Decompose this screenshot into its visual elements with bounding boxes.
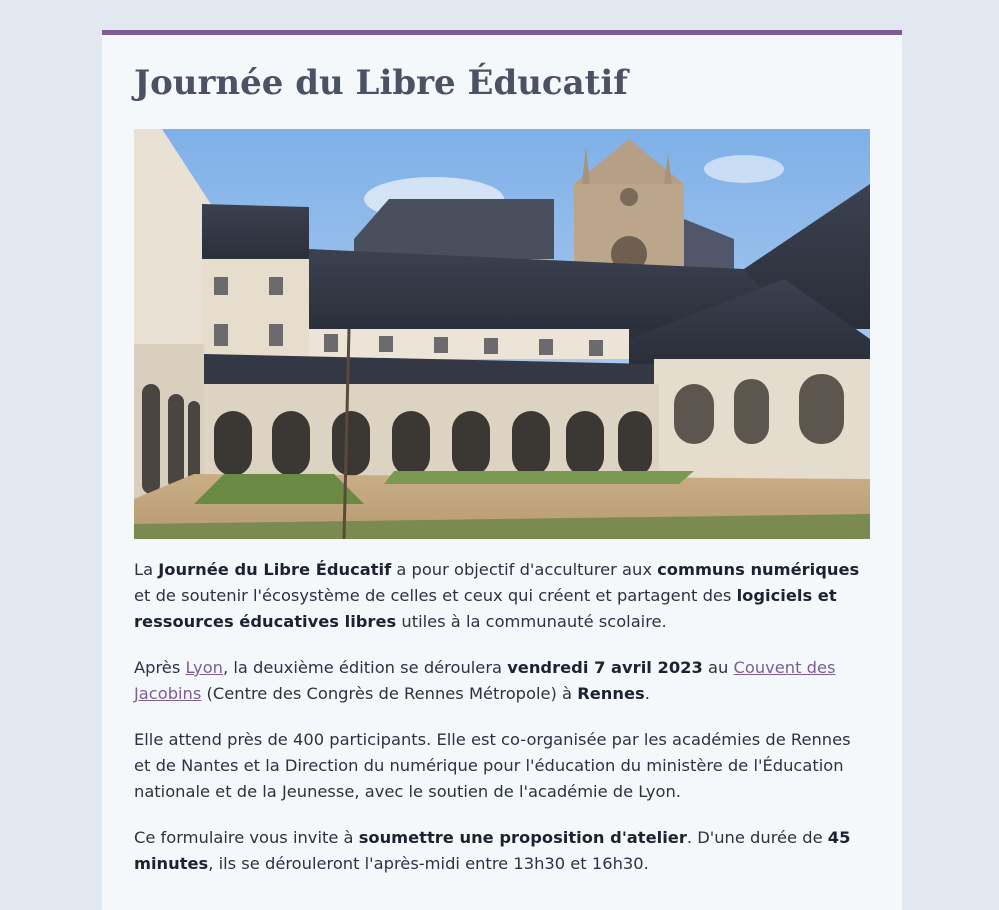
event-city: Rennes: [577, 684, 645, 703]
intro-text: [134, 557, 870, 897]
paragraph-call: Ce formulaire vous invite à soumettre une proposition d'atelier. D'une durée de 45 minutes, ils se dérouleront l'après-midi entre 13h30 et 16h30.: [134, 828, 851, 873]
paragraph-edition: Après Lyon, la deuxième édition se déroulera vendredi 7 avril 2023 au Couvent des Jacobins (Centre des Congrès de Rennes Métropole) à Rennes.: [134, 658, 836, 703]
page-title: Journée du Libre Éducatif: [134, 63, 628, 103]
couvent-link[interactable]: Couvent des Jacobins: [134, 658, 836, 703]
hero-image: [134, 129, 870, 539]
event-date: vendredi 7 avril 2023: [507, 658, 703, 677]
courtyard-photo-icon: [134, 129, 870, 539]
form-card: [102, 30, 902, 910]
paragraph-organisers: Elle attend près de 400 participants. Elle est co-organisée par les académies de Rennes et de Nantes et la Direction du numérique pour l'éducation du ministère de l'Éducation nationale et de la Jeunesse, avec le soutien de l'académie de Lyon.: [134, 730, 851, 801]
lyon-link[interactable]: Lyon: [185, 658, 223, 677]
paragraph-objective: La Journée du Libre Éducatif a pour objectif d'acculturer aux communs numériques et de soutenir l'écosystème de celles et ceux qui créent et partagent des logiciels et ressources éducatives libres utiles à la communauté scolaire.: [134, 560, 860, 631]
event-name: Journée du Libre Éducatif: [158, 560, 392, 579]
